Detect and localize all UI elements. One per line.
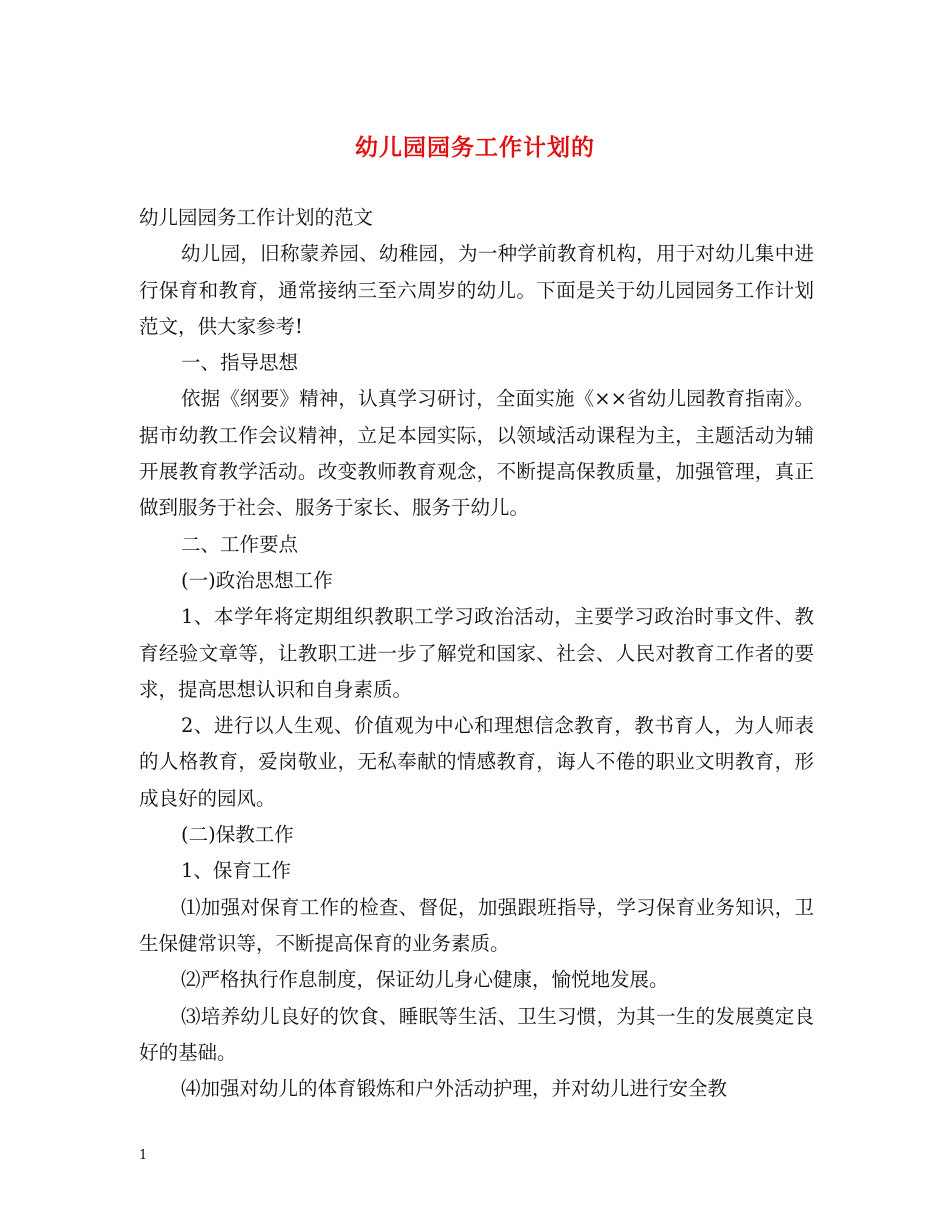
- document-paragraph: 1、保育工作: [181, 859, 291, 883]
- document-body: [139, 200, 814, 1107]
- document-paragraph: ⑵严格执行作息制度，保证幼儿身心健康，愉悦地发展。: [181, 968, 669, 992]
- document-paragraph: (二)保教工作: [181, 823, 294, 847]
- page-number: 1: [139, 1148, 148, 1163]
- document-paragraph: ⑴加强对保育工作的检查、督促，加强跟班指导，学习保育业务知识，卫生保健常识等，不断提高保育的业务素质。: [139, 895, 814, 955]
- document-paragraph: 2、进行以人生观、价值观为中心和理想信念教育，教书育人，为人师表的人格教育，爱岗敬业，无私奉献的情感教育，诲人不倦的职业文明教育，形成良好的园风。: [139, 714, 814, 810]
- document-paragraph: 二、工作要点: [181, 532, 299, 556]
- document-paragraph: 依据《纲要》精神，认真学习研讨，全面实施《××省幼儿园教育指南》。据市幼教工作会议精神，立足本园实际，以领域活动课程为主，主题活动为辅开展教育教学活动。改变教师教育观念，不断提高保教质量，加强管理，真正做到服务于社会、服务于家长、服务于幼儿。: [139, 387, 814, 520]
- document-paragraph: (一)政治思想工作: [181, 568, 333, 592]
- document-paragraph: ⑷加强对幼儿的体育锻炼和户外活动护理，并对幼儿进行安全教: [181, 1077, 728, 1101]
- document-paragraph: ⑶培养幼儿良好的饮食、睡眠等生活、卫生习惯，为其一生的发展奠定良好的基础。: [139, 1004, 814, 1064]
- document-paragraph: 幼儿园，旧称蒙养园、幼稚园，为一种学前教育机构，用于对幼儿集中进行保育和教育，通常接纳三至六周岁的幼儿。下面是关于幼儿园园务工作计划范文，供大家参考!: [139, 242, 814, 338]
- document-paragraph: 一、指导思想: [181, 351, 299, 375]
- document-paragraph: 1、本学年将定期组织教职工学习政治活动，主要学习政治时事文件、教育经验文章等，让教职工进一步了解党和国家、社会、人民对教育工作者的要求，提高思想认识和自身素质。: [139, 605, 814, 701]
- document-title: 幼儿园园务工作计划的: [355, 134, 595, 161]
- document-paragraph: 幼儿园园务工作计划的范文: [139, 206, 374, 229]
